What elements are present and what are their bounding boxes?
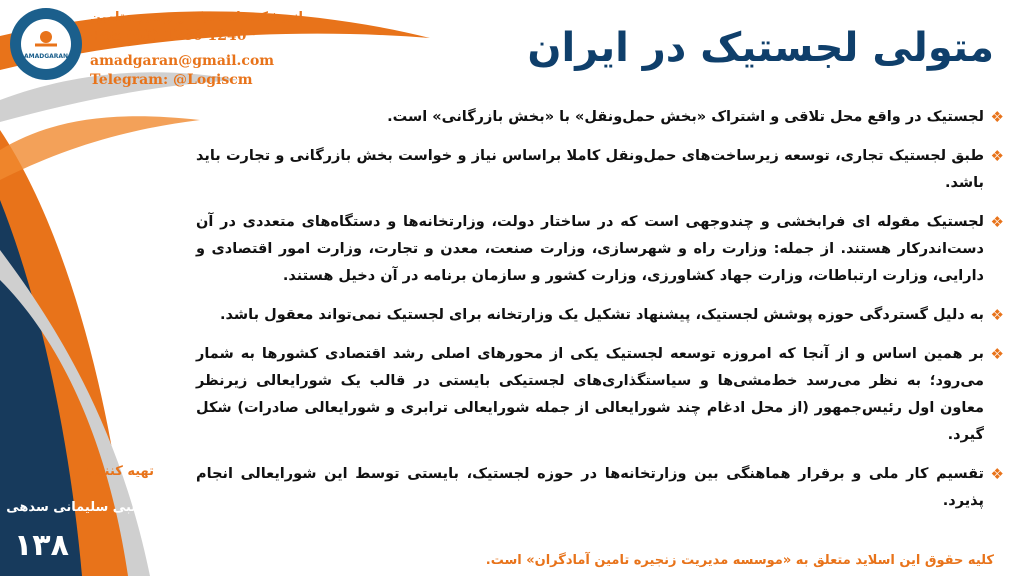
- bullet-item: [196, 104, 1004, 131]
- bullet-text: به دلیل گستردگی حوزه پوشش لجستیک، پیشنهاد تشکیل یک وزارتخانه برای لجستیک نمی‌تواند معقول باشد.: [220, 307, 984, 323]
- bullet-diamond-icon: ❖: [990, 465, 1004, 483]
- email-address: amadgaran@gmail.com: [90, 53, 275, 69]
- page-number: ۱۳۸: [14, 528, 69, 563]
- bullet-item: [196, 143, 1004, 197]
- bullet-diamond-icon: ❖: [990, 213, 1004, 231]
- bullet-item: [196, 461, 1004, 515]
- slide-title: متولی لجستیک در ایران: [527, 25, 994, 71]
- amadgaran-logo: [8, 6, 84, 82]
- bullet-item: [196, 341, 1004, 449]
- phone-number: +98 (99) 1280 1240: [90, 28, 247, 44]
- prepared-by-label: تهیه کننده:: [84, 464, 154, 479]
- bullet-text: لجستیک مقوله ای فرابخشی و چندوجهی است که در ساختار دولت، وزارتخانه‌ها و دستگاه‌های متعددی در آن دست‌اندرکار هستند. از جمله: وزارت راه و شهرسازی، وزارت صنعت، معدن و تجارت، وزارت امور اقتصادی و دارایی، وزارت ارتباطات، وزارت جهاد کشاورزی، وزارت کشور و سازمان برنامه در آن دخیل هستند.: [196, 214, 984, 284]
- contact-block: [90, 8, 360, 90]
- author-name: مجتبی سلیمانی سدهی: [6, 500, 154, 515]
- bullet-item: [196, 209, 1004, 290]
- org-name: اندیشکده لجستیک و زنجیره تامین: [90, 10, 303, 25]
- svg-text:AMADGARAN: AMADGARAN: [23, 53, 69, 60]
- bullet-text: لجستیک در واقع محل تلاقی و اشتراک «بخش حمل‌ونقل» با «بخش بازرگانی» است.: [387, 109, 984, 125]
- copyright-footer: کلیه حقوق این اسلاید متعلق به «موسسه مدیریت زنجیره تامین آمادگران» است.: [485, 553, 994, 568]
- bullet-list: [196, 104, 1004, 527]
- bullet-text: طبق لجستیک تجاری، توسعه زیرساخت‌های حمل‌ونقل کاملا براساس نیاز و خواست بخش بازرگانی و تجارت باید باشد.: [196, 148, 984, 191]
- bullet-text: تقسیم کار ملی و برقرار هماهنگی بین وزارتخانه‌ها در حوزه لجستیک، بایستی توسط این شورایعالی انجام پذیرد.: [196, 466, 984, 509]
- bullet-diamond-icon: ❖: [990, 108, 1004, 126]
- bullet-item: [196, 302, 1004, 329]
- bullet-diamond-icon: ❖: [990, 345, 1004, 363]
- bullet-text: بر همین اساس و از آنجا که امروزه توسعه لجستیک یکی از محورهای اصلی رشد اقتصادی کشورها به شمار می‌رود؛ به نظر می‌رسد خط‌مشی‌ها و سیاستگذاری‌های لجستیکی بایستی در قالب یک شورایعالی زیرنظر معاون اول رئیس‌جمهور (از محل ادغام چند شورایعالی از جمله شورایعالی ترابری و شورایعالی صادرات) شکل گیرد.: [196, 346, 984, 443]
- bullet-diamond-icon: ❖: [990, 147, 1004, 165]
- telegram-handle: Telegram: @Logiscm: [90, 72, 253, 88]
- bullet-diamond-icon: ❖: [990, 306, 1004, 324]
